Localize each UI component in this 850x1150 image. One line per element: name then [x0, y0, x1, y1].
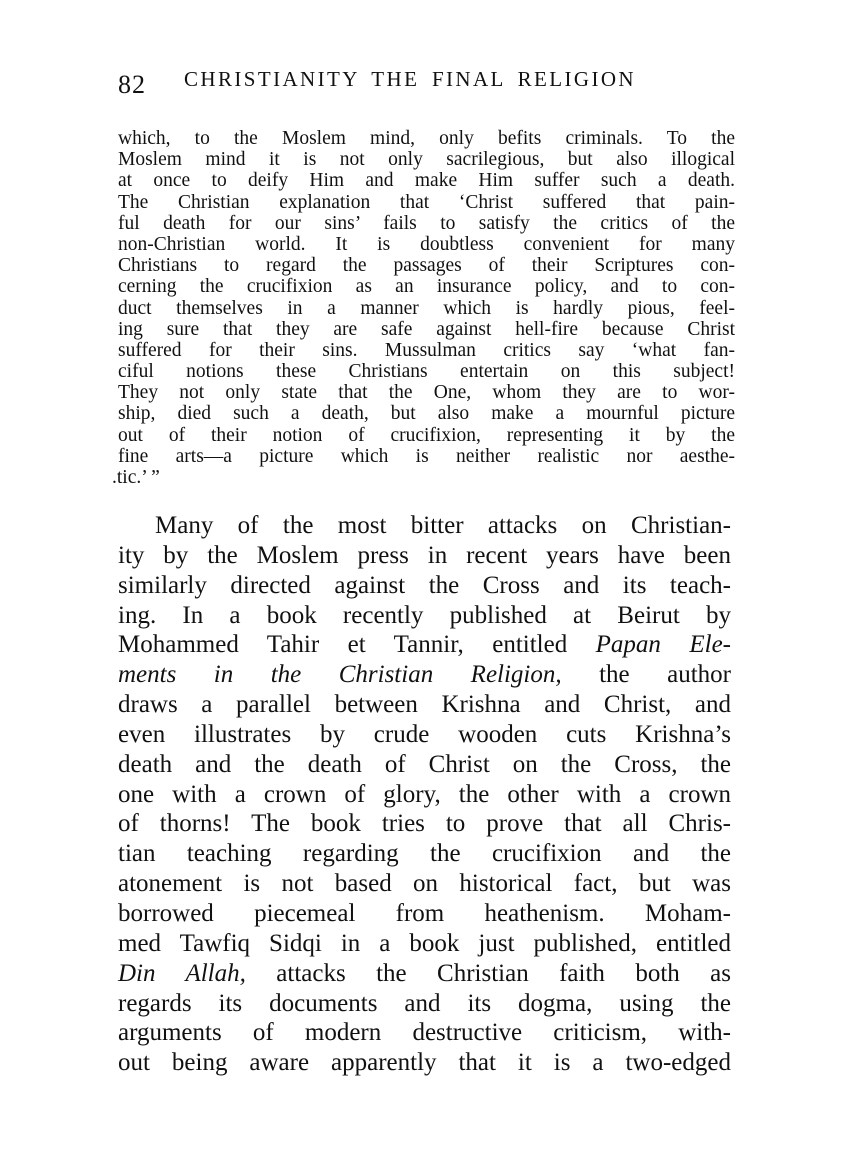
quote-line: ship, died such a death, but also make a mournful picture [118, 403, 735, 425]
body-line: one with a crown of glory, the other with a crown [118, 780, 731, 808]
body-line: ity by the Moslem press in recent years have been [118, 541, 731, 569]
page-number: 82 [118, 70, 146, 99]
quote-line: They not only state that the One, whom they are to wor- [118, 382, 735, 404]
book-title-italic: Papan Ele- [595, 631, 731, 659]
body-line: ing. In a book recently published at Beirut by [118, 601, 731, 629]
running-title: CHRISTIANITY THE FINAL RELIGION [184, 67, 636, 91]
quote-line: Christians to regard the passages of their Scriptures con- [118, 255, 735, 277]
body-text: Mohammed Tahir et Tannir, entitled [118, 631, 568, 659]
block-quotation [112, 128, 735, 488]
quote-line: fine arts—a picture which is neither realistic nor aesthe- [118, 445, 735, 467]
body-line: med Tawfiq Sidqi in a book just published, entitled [118, 929, 731, 957]
book-title-italic: Din Allah, [118, 959, 246, 987]
body-line: Many of the most bitter attacks on Christian- [155, 512, 731, 539]
body-line: out being aware apparently that it is a two-edged [118, 1049, 731, 1077]
body-line: death and the death of Christ on the Cross, the [118, 750, 731, 778]
quote-line: Moslem mind it is not only sacrilegious, but also illogical [118, 149, 735, 171]
body-line [118, 959, 731, 989]
quote-line: out of their notion of crucifixion, representing it by the [118, 424, 735, 446]
body-line: borrowed piecemeal from heathenism. Moham- [118, 899, 731, 927]
body-line: tian teaching regarding the crucifixion and the [118, 840, 731, 868]
quote-line: at once to deify Him and make Him suffer such a death. [118, 170, 735, 192]
body-line: draws a parallel between Krishna and Christ, and [118, 691, 731, 719]
body-line [118, 660, 731, 690]
body-line: atonement is not based on historical fact, but was [118, 870, 731, 898]
book-title-italic: ments in the Christian Religion, [118, 661, 562, 689]
body-line: similarly directed against the Cross and its teach- [118, 571, 731, 599]
quote-line: suffered for their sins. Mussulman critics say ‘what fan- [118, 339, 735, 361]
quote-line: cerning the crucifixion as an insurance policy, and to con- [118, 276, 735, 298]
body-text: attacks the Christian faith both as [276, 959, 731, 987]
quote-line: which, to the Moslem mind, only befits criminals. To the [118, 128, 735, 149]
body-text: the author [599, 661, 731, 689]
quote-line: ciful notions these Christians entertain on this subject! [118, 361, 735, 383]
body-line: arguments of modern destructive criticism, with- [118, 1019, 731, 1047]
body-line: even illustrates by crude wooden cuts Krishna’s [118, 720, 731, 748]
running-head [118, 62, 738, 102]
quote-line: non-Christian world. It is doubtless convenient for many [118, 233, 735, 255]
quote-line: duct themselves in a manner which is hardly pious, feel- [118, 297, 735, 319]
quote-line: ing sure that they are safe against hell-fire because Christ [118, 318, 735, 340]
quote-line: ful death for our sins’ fails to satisfy the critics of the [118, 212, 735, 234]
body-line: regards its documents and its dogma, using the [118, 989, 731, 1017]
body-line [118, 630, 731, 660]
quote-line: The Christian explanation that ‘Christ suffered that pain- [118, 191, 735, 213]
quote-line: .tic.’ ” [112, 467, 160, 488]
body-line: of thorns! The book tries to prove that all Chris- [118, 810, 731, 838]
body-paragraph [118, 511, 731, 1078]
